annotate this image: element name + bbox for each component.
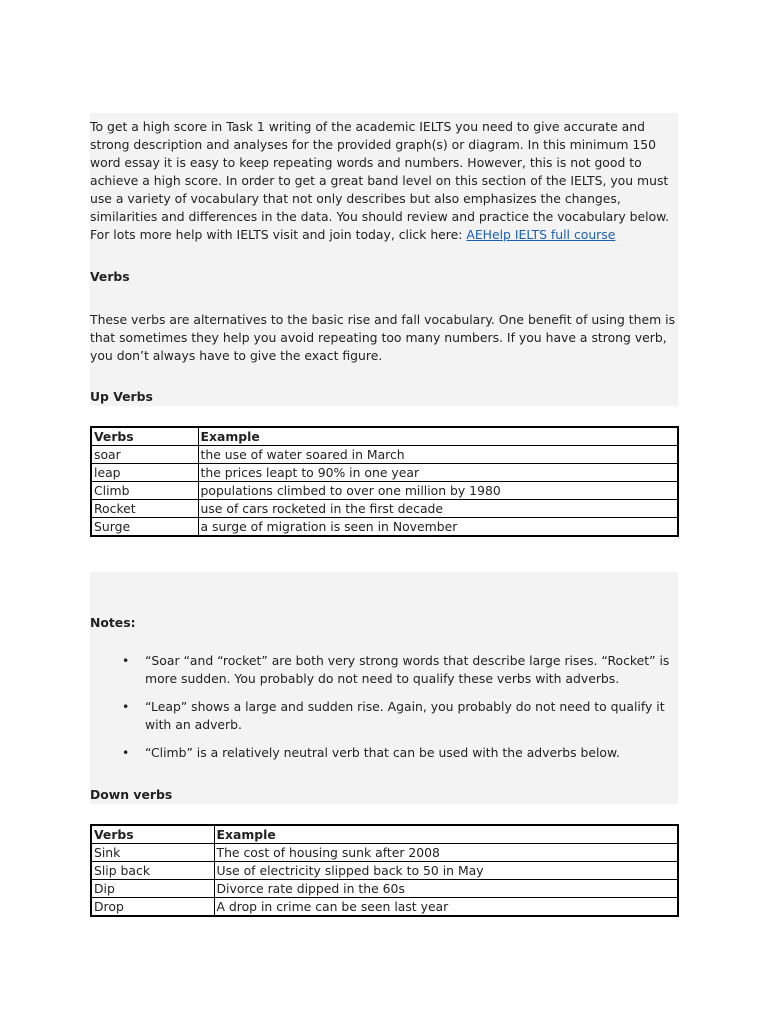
column-header-verbs: Verbs [91, 825, 214, 844]
verb-cell: Drop [91, 898, 214, 917]
table-header-row [91, 427, 678, 446]
list-item [90, 652, 678, 688]
table-row [91, 862, 678, 880]
example-cell: the prices leapt to 90% in one year [198, 464, 678, 482]
verb-cell: leap [91, 464, 198, 482]
bullet-icon: • [122, 745, 130, 760]
notes-heading: Notes: [90, 615, 136, 630]
bullet-icon: • [122, 653, 130, 668]
up-verbs-heading: Up Verbs [90, 389, 153, 404]
verb-cell: Slip back [91, 862, 214, 880]
table-row [91, 464, 678, 482]
table-row [91, 518, 678, 537]
example-cell: The cost of housing sunk after 2008 [214, 844, 678, 862]
verb-cell: soar [91, 446, 198, 464]
column-header-example: Example [198, 427, 678, 446]
example-cell: A drop in crime can be seen last year [214, 898, 678, 917]
notes-list [90, 652, 678, 772]
verbs-description: These verbs are alternatives to the basic rise and fall vocabulary. One benefit of using them is that sometimes they help you avoid repeating too many numbers. If you have a strong verb, you don’t always have to give the exact figure. [90, 312, 676, 363]
verb-cell: Sink [91, 844, 214, 862]
intro-text: To get a high score in Task 1 writing of the academic IELTS you need to give accurate and strong description and analyses for the provided graph(s) or diagram. In this minimum 150 word essay it is easy to keep repeating words and numbers. However, this is not good to achieve a high score. In order to get a great band level on this section of the IELTS, you must use a variety of vocabulary that not only describes but also emphasizes the changes, similarities and differences in the data. You should review and practice the vocabulary below. For lots more help with IELTS visit and join today, click here: [90, 119, 670, 242]
example-cell: Use of electricity slipped back to 50 in May [214, 862, 678, 880]
down-verbs-heading: Down verbs [90, 787, 173, 802]
down-verbs-table [90, 824, 679, 917]
aehelp-course-link[interactable]: AEHelp IELTS full course [466, 227, 616, 242]
note-text: “Climb” is a relatively neutral verb that can be used with the adverbs below. [145, 745, 620, 760]
bullet-icon: • [122, 699, 130, 714]
table-row [91, 898, 678, 917]
example-cell: use of cars rocketed in the first decade [198, 500, 678, 518]
intro-paragraph [90, 118, 680, 244]
list-item [90, 698, 678, 734]
up-verbs-table [90, 426, 679, 537]
verb-cell: Surge [91, 518, 198, 537]
column-header-verbs: Verbs [91, 427, 198, 446]
table-row [91, 500, 678, 518]
table-row [91, 844, 678, 862]
example-cell: the use of water soared in March [198, 446, 678, 464]
note-text: “Soar “and “rocket” are both very strong words that describe large rises. “Rocket” is more sudden. You probably do not need to qualify these verbs with adverbs. [145, 653, 670, 686]
example-cell: a surge of migration is seen in November [198, 518, 678, 537]
table-row [91, 446, 678, 464]
example-cell: Divorce rate dipped in the 60s [214, 880, 678, 898]
column-header-example: Example [214, 825, 678, 844]
verbs-heading: Verbs [90, 269, 130, 284]
verb-cell: Rocket [91, 500, 198, 518]
example-cell: populations climbed to over one million by 1980 [198, 482, 678, 500]
note-text: “Leap” shows a large and sudden rise. Again, you probably do not need to qualify it with an adverb. [145, 699, 665, 732]
table-row [91, 482, 678, 500]
verb-cell: Climb [91, 482, 198, 500]
table-row [91, 880, 678, 898]
verb-cell: Dip [91, 880, 214, 898]
table-header-row [91, 825, 678, 844]
list-item [90, 744, 678, 762]
